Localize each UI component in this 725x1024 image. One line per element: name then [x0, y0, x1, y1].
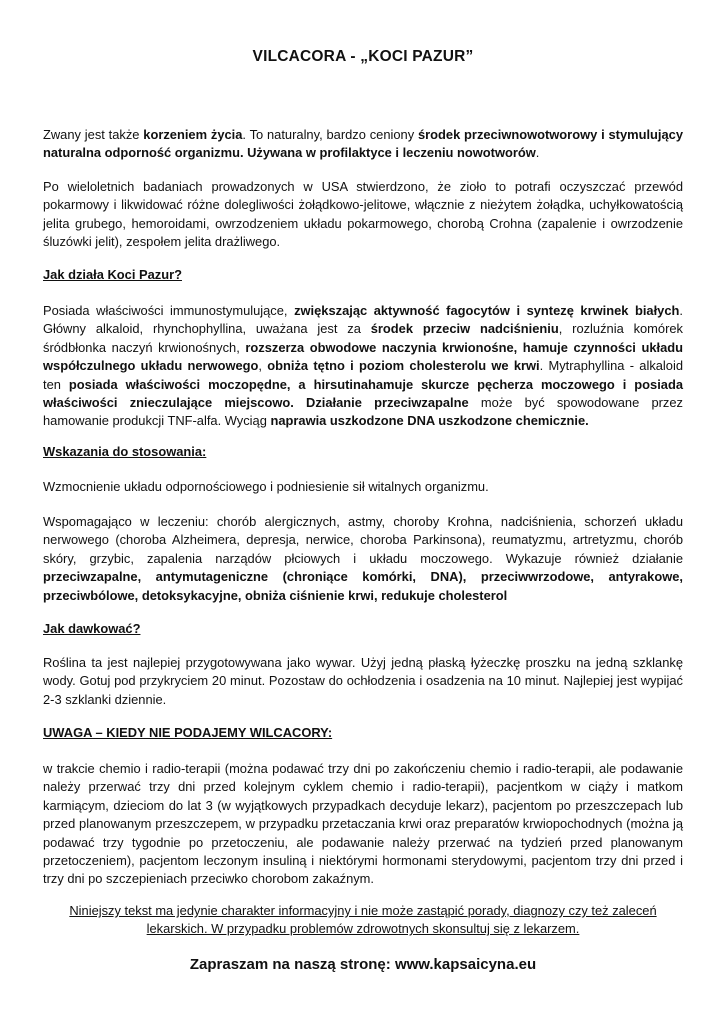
dosage-heading: Jak dawkować?	[43, 621, 141, 636]
dosage-paragraph: Roślina ta jest najlepiej przygotowywana jako wywar. Użyj jedną płaską łyżeczkę proszku na jedną szklankę wody. Gotuj pod przykryciem 20 minut. Pozostaw do ochłodzenia i osadzenia na 10 minut. Najlepiej jest wypijać 2-3 szklanki dziennie.	[43, 655, 683, 707]
indications-paragraph-1: Wzmocnienie układu odpornościowego i podniesienie sił witalnych organizmu.	[43, 479, 489, 494]
intro-paragraph: Zwany jest także korzeniem życia. To naturalny, bardzo ceniony środek przeciwnowotworowy i stymulujący naturalna odporność organizmu. Używana w profilaktyce i leczeniu nowotworów.	[43, 127, 683, 161]
warning-heading: UWAGA – KIEDY NIE PODAJEMY WILCACORY:	[43, 725, 333, 740]
how-heading: Jak działa Koci Pazur?	[43, 267, 182, 282]
invite-label: Zapraszam na naszą stronę:	[189, 956, 395, 973]
how-paragraph: Posiada właściwości immunostymulujące, zwiększając aktywność fagocytów i syntezę krwinek białych. Główny alkaloid, rhynchophyllina, uważana jest za środek przeciw nadciśnieniu, rozluźnia komórek śródbłonka naczyń krwionośnych, rozszerza obwodowe naczynia krwionośne, hamuje czynności układu współczulnego układu nerwowego, obniża tętno i poziom cholesterolu we krwi. Mytraphyllina - alkaloid ten posiada właściwości moczopędne, a hirsutinahamuje skurcze pęcherza moczowego i posiada właściwości znieczulające miejscowo. Działanie przeciwzapalne może być spowodowane przez hamowanie produkcji TNF-alfa. Wyciąg naprawia uszkodzone DNA uszkodzone chemicznie.	[43, 303, 683, 429]
indications-paragraph-2: Wspomagająco w leczeniu: chorób alergicznych, astmy, choroby Krohna, nadciśnienia, schorzeń układu nerwowego (choroba Alzheimera, depresja, nerwice, choroba Parkinsona), reumatyzmu, artretyzmu, chorób skóry, grzybic, zapalenia narządów płciowych i układu moczowego. Wykazuje również działanie przeciwzapalne, antymutageniczne (chroniące komórki, DNA), przeciwwrzodowe, antyrakowe, przeciwbólowe, detoksykacyjne, obniża ciśnienie krwi, redukuje cholesterol	[43, 514, 683, 603]
research-paragraph: Po wieloletnich badaniach prowadzonych w USA stwierdzono, że zioło to potrafi oczyszczać przewód pokarmowy i likwidować różne dolegliwości żołądkowo-jelitowe, włącznie z nieżytem żołądka, uchyłkowatością jelita grubego, hemoroidami, owrzodzeniem układu pokarmowego, chorobą Crohna (zapalenie i owrzodzenie śluzówki jelit), zespołem jelita drażliwego.	[43, 179, 683, 250]
disclaimer: Niniejszy tekst ma jedynie charakter informacyjny i nie może zastąpić porady, diagnozy czy też zaleceń lekarskich. W przypadku problemów zdrowotnych skonsultuj się z lekarzem.	[69, 903, 657, 937]
website-link[interactable]: www.kapsaicyna.eu	[394, 956, 537, 973]
document-title: VILCACORA - „KOCI PAZUR”	[252, 48, 474, 65]
website-invite	[43, 956, 683, 973]
warning-paragraph: w trakcie chemio i radio-terapii (można podawać trzy dni po zakończeniu chemio i radio-terapii, ale podawanie należy przerwać trzy dni przed kolejnym cyklem chemio i radio-terapii), pacjentkom w ciąży i matkom karmiącym, dzieciom do lat 3 (w wyjątkowych przypadkach decyduje lekarz), pacjentom po przeszczepach lub przed planowanym przeszczepem, w przypadku przetaczania krwi oraz preparatów krwiopochodnych (można ją podawać trzy tygodnie po przetoczeniu, ale podawanie należy przerwać na tydzień przed planowanym przetoczeniem), pacjentom leczonym insuliną i niektórymi hormonami sterydowymi, pacjentom trzy dni przed i trzy dni po szczepieniach przeciwko chorobom zakaźnym.	[43, 761, 683, 887]
indications-heading: Wskazania do stosowania:	[43, 444, 207, 459]
